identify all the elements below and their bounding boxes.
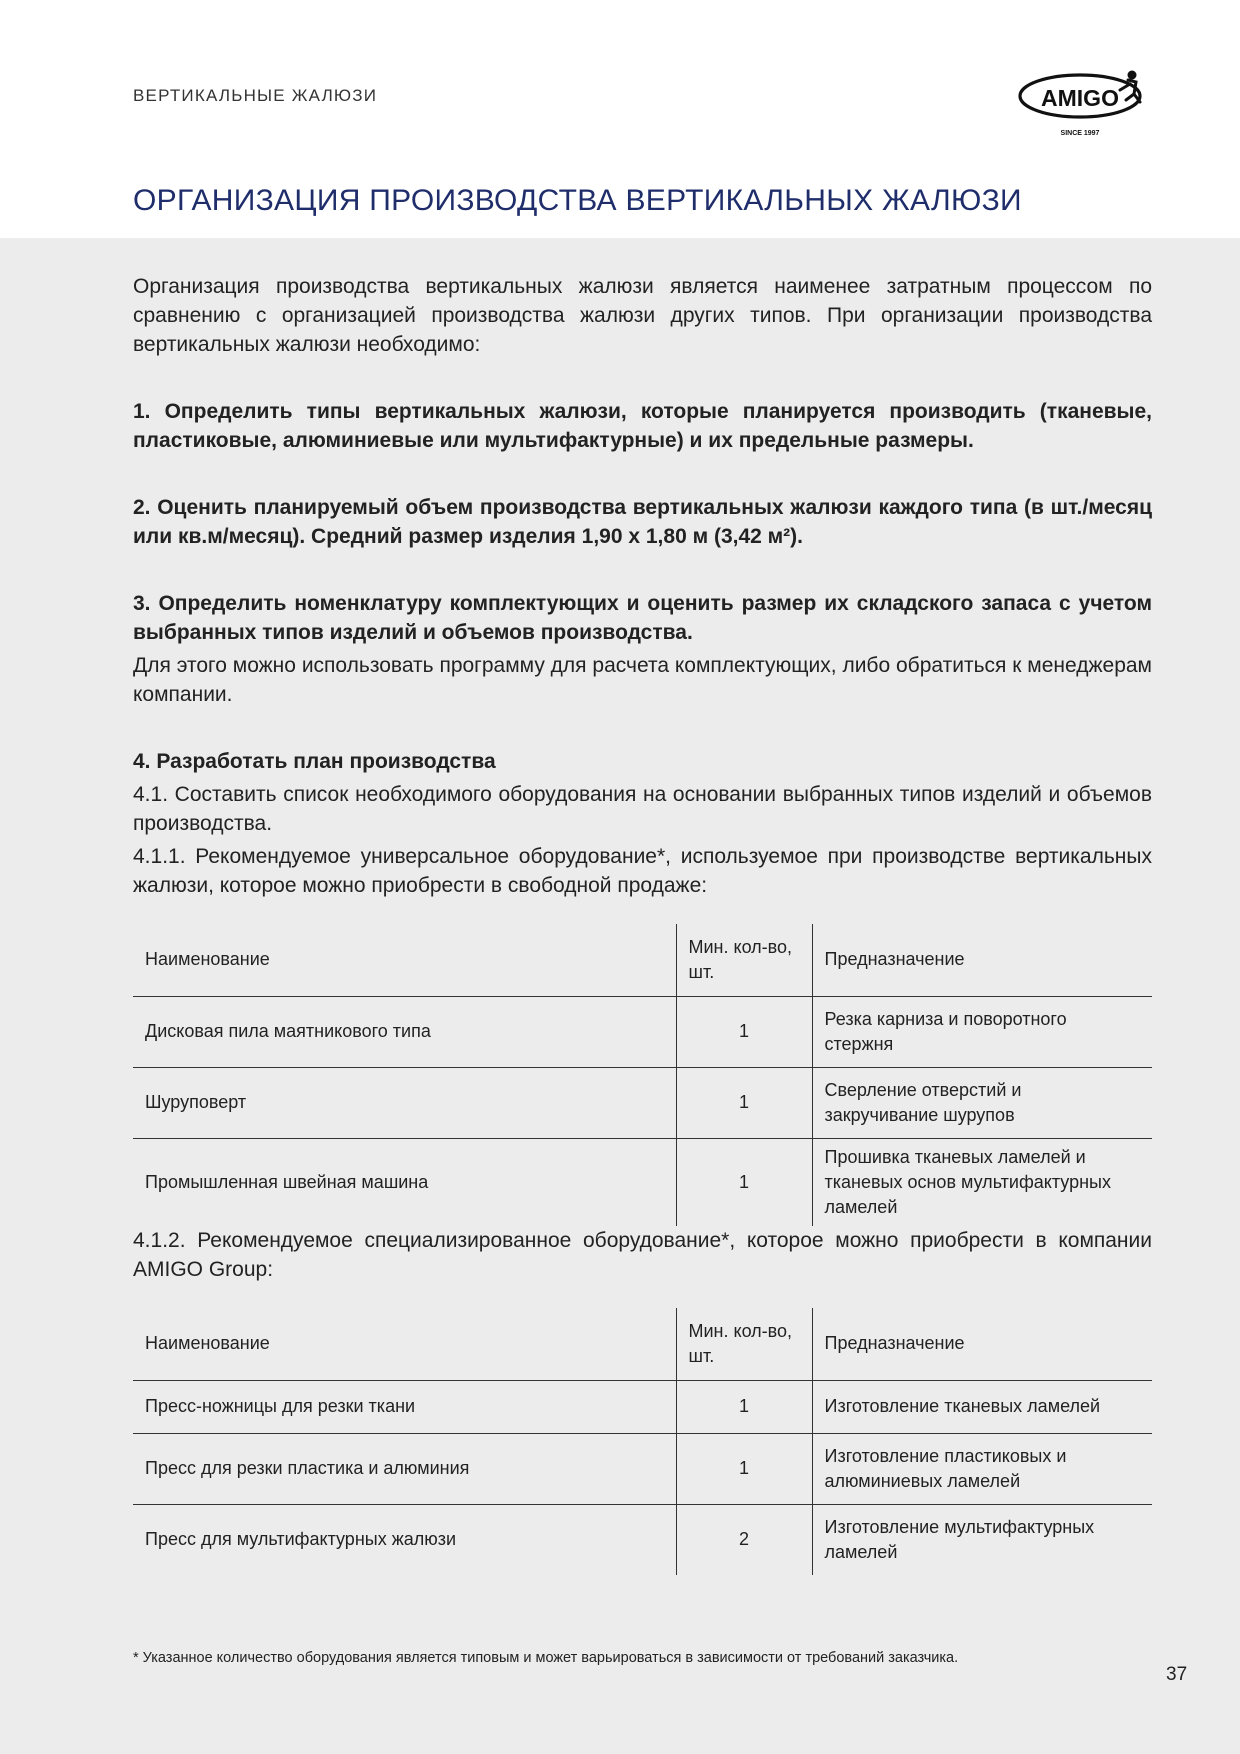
footnote: * Указанное количество оборудования является типовым и может варьироваться в зависимости от требований заказчика.: [133, 1650, 959, 1666]
page-title: ОРГАНИЗАЦИЯ ПРОИЗВОДСТВА ВЕРТИКАЛЬНЫХ ЖАЛЮЗИ: [133, 184, 1022, 217]
equipment-purpose: Резка карниза и поворотного стержня: [812, 996, 1152, 1067]
equipment-purpose: Сверление отверстий и закручивание шурупов: [812, 1067, 1152, 1138]
step-4-1-2: 4.1.2. Рекомендуемое специализированное оборудование*, которое можно приобрести в компании AMIGO Group:: [133, 1229, 1152, 1281]
step-1: 1. Определить типы вертикальных жалюзи, которые планируется производить (тканевые, пластиковые, алюминиевые или мультифактурные) и их предельные размеры.: [133, 400, 1152, 452]
equipment-name: Пресс для мультифактурных жалюзи: [145, 1529, 457, 1550]
universal-equipment-table: [133, 924, 1152, 1226]
equipment-name: Промышленная швейная машина: [145, 1171, 429, 1192]
equipment-qty: 1: [676, 1433, 812, 1504]
step-4-1-1: 4.1.1. Рекомендуемое универсальное оборудование*, используемое при производстве вертикальных жалюзи, которое можно приобрести в свободной продаже:: [133, 845, 1152, 897]
logo-text: AMIGO: [1041, 85, 1119, 111]
equipment-name: Пресс-ножницы для резки ткани: [133, 1380, 676, 1433]
header-purpose: Предназначение: [812, 1308, 1152, 1380]
table-row: [133, 996, 1152, 1067]
header-qty: Мин. кол-во, шт.: [676, 924, 812, 996]
page-number: 37: [1166, 1664, 1188, 1685]
specialized-equipment-table: [133, 1308, 1152, 1575]
equipment-qty: 2: [676, 1504, 812, 1575]
equipment-purpose: Изготовление пластиковых и алюминиевых ламелей: [812, 1433, 1152, 1504]
step-3: 3. Определить номенклатуру комплектующих и оценить размер их складского запаса с учетом выбранных типов изделий и объемов производства.: [133, 592, 1152, 644]
header-qty: Мин. кол-во, шт.: [676, 1308, 812, 1380]
equipment-purpose: Изготовление мультифактурных ламелей: [824, 1516, 1095, 1562]
equipment-name: Пресс для резки пластика и алюминия: [133, 1433, 676, 1504]
table-row: [133, 1380, 1152, 1433]
step-4-1: 4.1. Составить список необходимого оборудования на основании выбранных типов изделий и объемов производства.: [133, 783, 1152, 835]
equipment-purpose: Изготовление тканевых ламелей: [812, 1380, 1152, 1433]
equipment-name: Дисковая пила маятникового типа: [133, 996, 676, 1067]
table-row: [133, 1138, 1152, 1226]
equipment-qty: 1: [676, 1138, 812, 1226]
step-4: 4. Разработать план производства: [133, 750, 496, 773]
section-label: ВЕРТИКАЛЬНЫЕ ЖАЛЮЗИ: [133, 86, 378, 105]
intro-paragraph: Организация производства вертикальных жалюзи является наименее затратным процессом по сравнению с организацией производства жалюзи других типов. При организации производства вертикальных жалюзи необходимо:: [133, 275, 1152, 356]
table-row: [133, 1067, 1152, 1138]
table-row: [133, 1433, 1152, 1504]
logo-since: SINCE 1997: [1060, 130, 1100, 137]
equipment-qty: 1: [676, 1380, 812, 1433]
equipment-purpose: Прошивка тканевых ламелей и тканевых основ мультифактурных ламелей: [824, 1146, 1111, 1217]
step-2: 2. Оценить планируемый объем производства вертикальных жалюзи каждого типа (в шт./месяц или кв.м/месяц). Средний размер изделия 1,90 х 1,80 м (3,42 м²).: [133, 496, 1152, 548]
equipment-qty: 1: [676, 996, 812, 1067]
equipment-qty: 1: [676, 1067, 812, 1138]
amigo-logo: [1014, 62, 1154, 142]
main-content: [133, 272, 1152, 1575]
equipment-name: Шуруповерт: [133, 1067, 676, 1138]
step-3-note: Для этого можно использовать программу для расчета комплектующих, либо обратиться к менеджерам компании.: [133, 654, 1152, 706]
table-row: [133, 1504, 1152, 1575]
header-purpose: Предназначение: [812, 924, 1152, 996]
header-name: Наименование: [133, 924, 676, 996]
header-name: Наименование: [133, 1308, 676, 1380]
